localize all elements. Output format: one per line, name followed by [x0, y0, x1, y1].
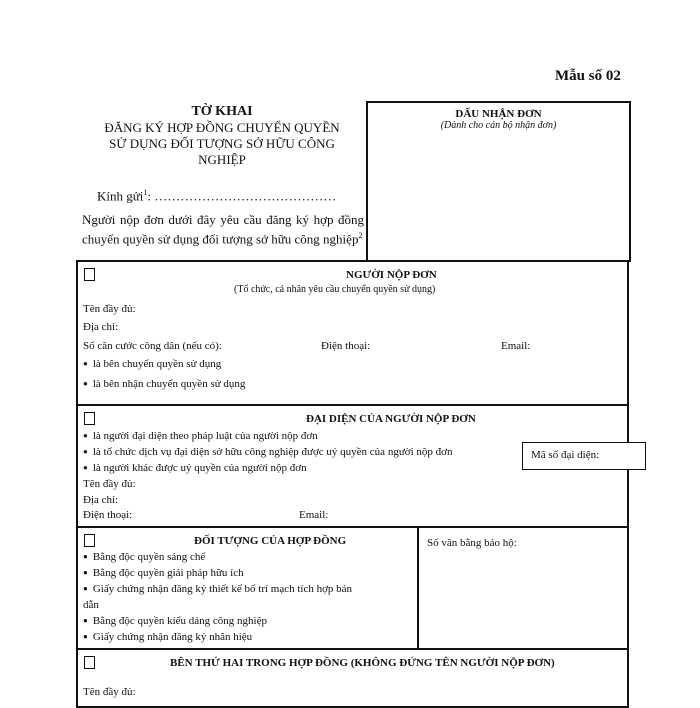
applicant-email[interactable]: Email:	[501, 340, 531, 352]
title-line-3: SỬ DỤNG ĐỐI TƯỢNG SỞ HỮU CÔNG	[109, 136, 335, 151]
representative-code-field[interactable]	[522, 442, 646, 470]
addressee-dots: : ……………………………………	[147, 188, 337, 204]
representative-title: ĐẠI DIỆN CỦA NGƯỜI NỘP ĐƠN	[306, 413, 476, 425]
second-party-section	[76, 648, 629, 708]
applicant-title: NGƯỜI NỘP ĐƠN	[346, 269, 437, 281]
representative-full-name[interactable]: Tên đầy đủ:	[83, 478, 136, 490]
contract-object-title: ĐỐI TƯỢNG CỦA HỢP ĐỒNG	[194, 535, 347, 547]
footnote-2: 2	[358, 231, 363, 240]
representative-phone[interactable]: Điện thoại:	[83, 509, 133, 521]
footnote-1: 1	[143, 188, 148, 197]
intro-paragraph	[82, 212, 364, 247]
title-line-1: TỜ KHAI	[191, 104, 253, 119]
form-number: Mẫu số 02	[555, 68, 621, 84]
certificate-number-field[interactable]: Số văn bằng bảo hộ:	[427, 537, 517, 549]
applicant-option-transferee[interactable]: ● là bên nhận chuyển quyền sử dụng	[83, 378, 245, 390]
stamp-subtitle: (Dành cho cán bộ nhận đơn)	[440, 120, 557, 131]
representative-code-label: Mã số đại diện:	[531, 449, 600, 461]
second-party-checkbox[interactable]	[84, 656, 95, 669]
intro-text: Người nộp đơn dưới đây yêu cầu đăng ký hợp đồng chuyển quyền sử dụng đối tượng sở hữu công nghiệp	[82, 212, 364, 247]
second-party-full-name[interactable]: Tên đầy đủ:	[83, 686, 136, 698]
representative-address[interactable]: Địa chỉ:	[83, 494, 119, 506]
applicant-option-transferor[interactable]: ● là bên chuyển quyền sử dụng	[83, 358, 221, 370]
title-line-2: ĐĂNG KÝ HỢP ĐỒNG CHUYỂN QUYỀN	[104, 120, 340, 135]
object-trademark[interactable]: ● Giấy chứng nhận đăng ký nhãn hiệu	[83, 631, 252, 643]
representative-option-other[interactable]: ● là người khác được uỷ quyền của người nộp đơn	[83, 462, 307, 474]
applicant-checkbox[interactable]	[84, 268, 95, 281]
contract-object-checkbox[interactable]	[84, 534, 95, 547]
object-ic-layout[interactable]: ● Giấy chứng nhận đăng ký thiết kế bố trí mạch tích hợp bán	[83, 583, 352, 595]
representative-option-legal[interactable]: ● là người đại diện theo pháp luật của người nộp đơn	[83, 430, 318, 442]
contract-object-divider	[417, 526, 419, 650]
object-utility-solution[interactable]: ● Bằng độc quyền giải pháp hữu ích	[83, 567, 244, 579]
second-party-title: BÊN THỨ HAI TRONG HỢP ĐỒNG (KHÔNG ĐỨNG TÊN NGƯỜI NỘP ĐƠN)	[170, 657, 555, 669]
stamp-title: DẤU NHẬN ĐƠN	[455, 108, 542, 120]
applicant-full-name[interactable]: Tên đầy đủ:	[83, 303, 136, 315]
object-patent[interactable]: ● Bằng độc quyền sáng chế	[83, 551, 205, 563]
applicant-section	[76, 260, 629, 406]
receipt-stamp-box	[366, 101, 631, 262]
applicant-address[interactable]: Địa chỉ:	[83, 321, 119, 333]
applicant-phone[interactable]: Điện thoại:	[321, 340, 371, 352]
object-industrial-design[interactable]: ● Bằng độc quyền kiểu dáng công nghiệp	[83, 615, 267, 627]
addressee-line	[97, 188, 336, 204]
title-line-4: NGHIỆP	[198, 152, 246, 167]
applicant-id-number[interactable]: Số căn cước công dân (nếu có):	[83, 340, 222, 352]
contract-object-section	[76, 526, 629, 650]
addressee-label: Kính gửi	[97, 188, 144, 204]
representative-option-agency[interactable]: ● là tổ chức dịch vụ đại diện sở hữu công nghiệp được uỷ quyền của người nộp đơn	[83, 446, 452, 458]
applicant-subtitle: (Tổ chức, cá nhân yêu cầu chuyển quyền sử dụng)	[234, 284, 436, 295]
form-title	[82, 104, 362, 168]
representative-checkbox[interactable]	[84, 412, 95, 425]
object-ic-layout-cont: dẫn	[83, 599, 99, 611]
representative-email[interactable]: Email:	[299, 509, 329, 521]
